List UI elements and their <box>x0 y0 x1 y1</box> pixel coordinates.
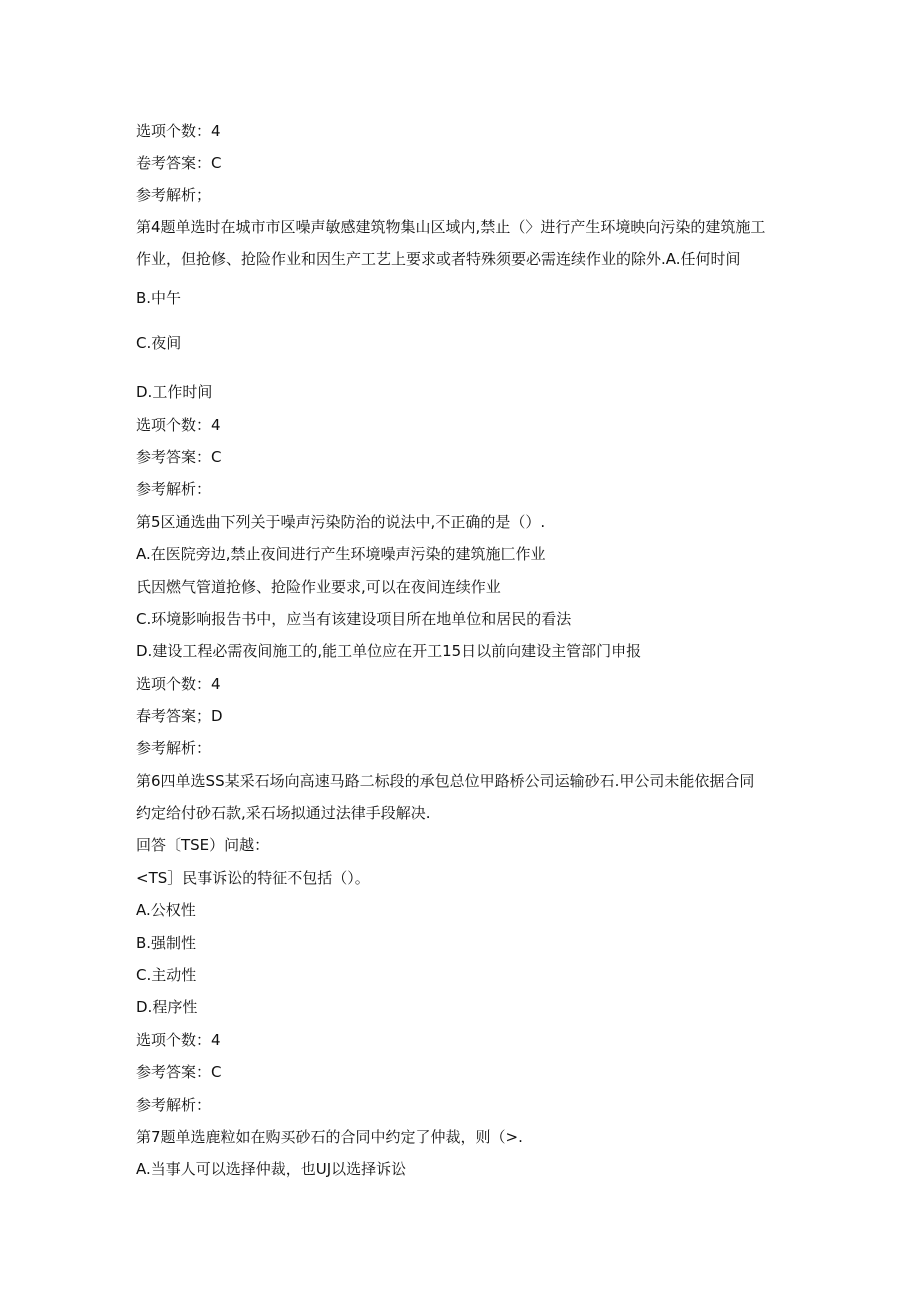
option-d: D.工作时间 <box>136 383 213 401</box>
analysis-line: 参考解析： <box>136 480 212 498</box>
answer-line: 参考答案：C <box>136 448 222 466</box>
analysis-line: 参考解析； <box>136 186 212 204</box>
option-b: B.中午 <box>136 289 182 307</box>
option-a: A.公权性 <box>136 901 196 919</box>
answer-line: 卷考答案：C <box>136 154 222 172</box>
answer-line: 参考答案：C <box>136 1063 222 1081</box>
option-count-line: 选项个数：4 <box>136 675 221 693</box>
option-d: D.程序性 <box>136 998 198 1016</box>
analysis-line: 参考解析： <box>136 739 212 757</box>
option-c: C.主动性 <box>136 966 197 984</box>
sub-question-intro: 回答〔TSE）问越： <box>136 836 270 854</box>
question-5-text: 第5区通选曲下列关于噪声污染防治的说法中,不正确的是（）. <box>136 513 546 531</box>
option-c: C.夜间 <box>136 334 182 352</box>
analysis-line: 参考解析： <box>136 1096 212 1114</box>
sub-question-text: <TS］民事诉讼的特征不包括（）。 <box>136 869 370 887</box>
option-count-line: 选项个数：4 <box>136 122 221 140</box>
question-6-text: 第6四单选SS某采石场向高速马路二标段的承包总位甲路桥公司运输砂石.甲公司未能依据合同 <box>136 772 755 790</box>
question-4-text-cont: 作业，但抢修、抢险作业和因生产工艺上要求或者特殊须要必需连续作业的除外.A.任何时间 <box>136 250 741 268</box>
option-count-line: 选项个数：4 <box>136 416 221 434</box>
question-7-text: 第7题单选鹿粒如在购买砂石的合同中约定了仲裁，则（>. <box>136 1128 523 1146</box>
question-6-text-cont: 约定给付砂石款,采石场拟通过法律手段解决. <box>136 804 431 822</box>
option-b: 氏因燃气管道抢修、抢险作业要求,可以在夜间连续作业 <box>136 578 501 596</box>
option-d: D.建设工程必需夜间施工的,能工单位应在开工15日以前向建设主管部门申报 <box>136 642 642 660</box>
answer-line: 春考答案；D <box>136 707 223 725</box>
option-b: B.强制性 <box>136 934 197 952</box>
option-count-line: 选项个数：4 <box>136 1031 221 1049</box>
option-a: A.在医院旁边,禁止夜间进行产生环境噪声污染的建筑施匚作业 <box>136 545 546 563</box>
option-c: C.环境影响报告书中，应当有该建设项目所在地单位和居民的看法 <box>136 610 572 628</box>
question-4-text: 第4题单选时在城市市区噪声敏感建筑物集山区域内,禁止（〉进行产生环境映向污染的建筑施工 <box>136 218 766 236</box>
option-a: A.当事人可以选择仲裁，也UJ以选择诉讼 <box>136 1160 407 1178</box>
